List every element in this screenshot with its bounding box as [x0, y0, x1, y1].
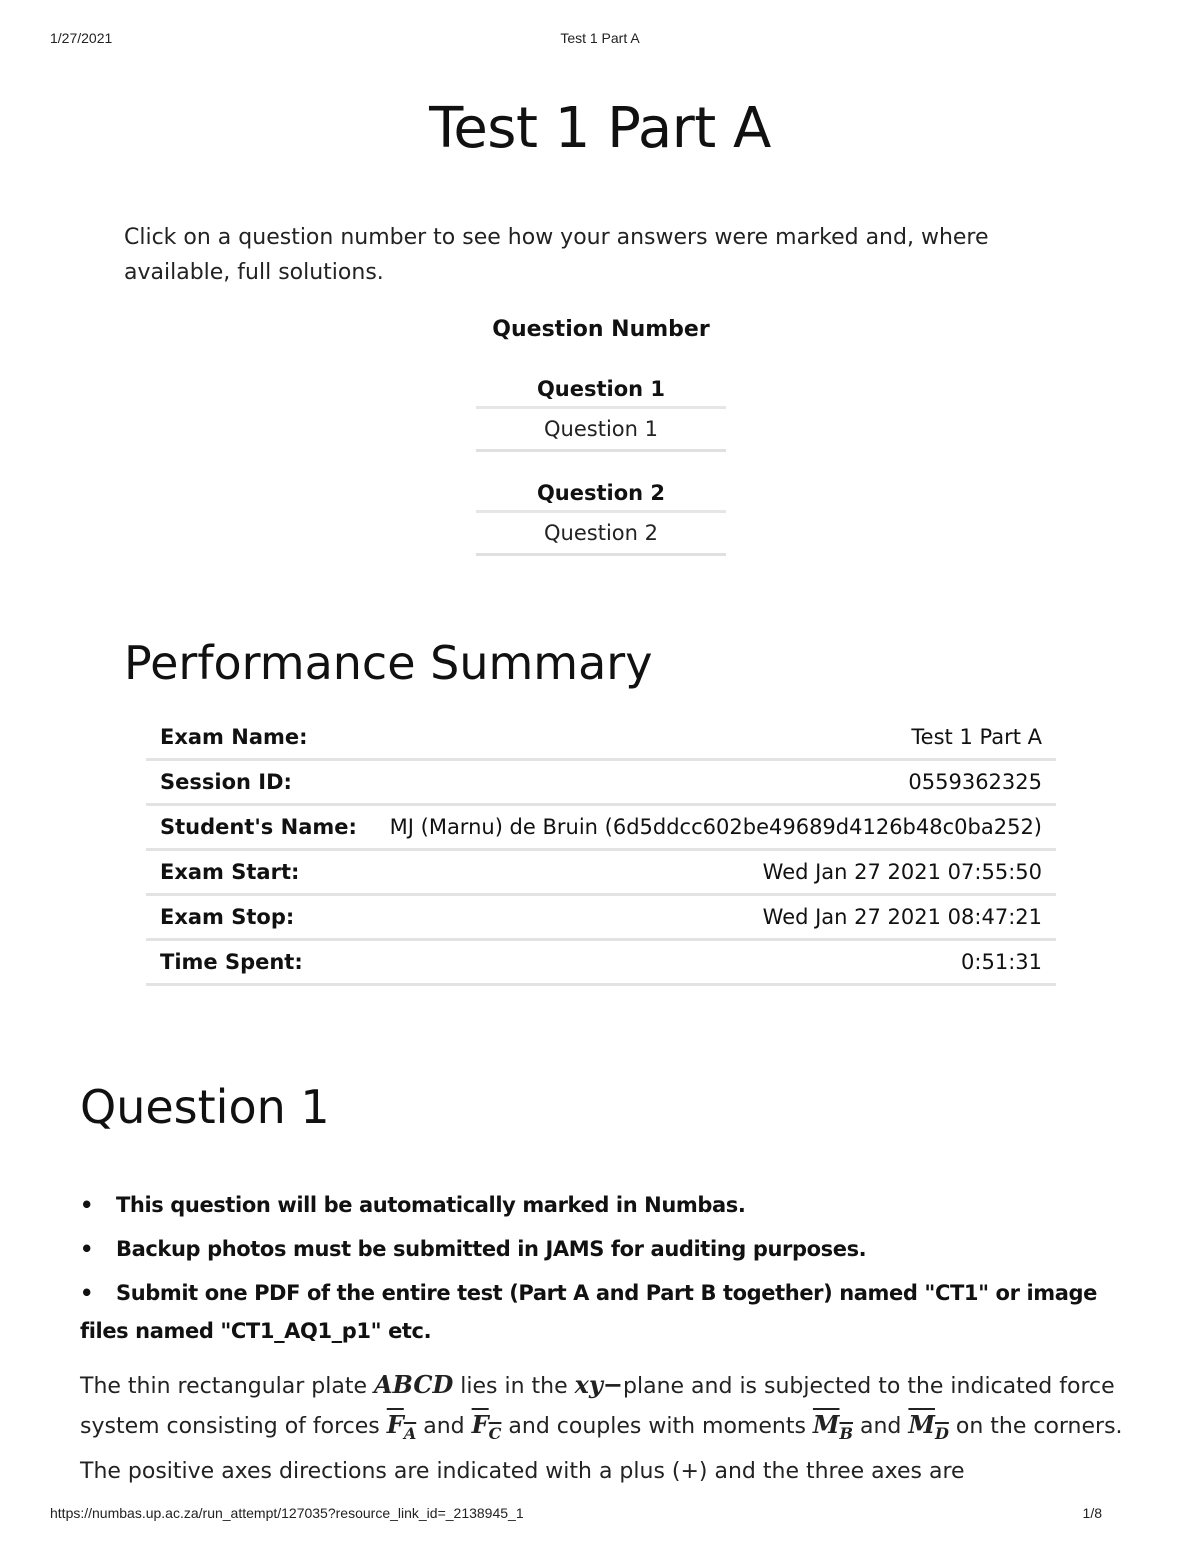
print-footer [50, 1505, 1150, 1525]
summary-value: 0:51:31 [371, 940, 1056, 985]
question-nav [476, 312, 726, 556]
summary-label: Exam Name: [146, 716, 371, 760]
bullet-icon: • [80, 1193, 94, 1217]
math-plus: + [680, 1458, 699, 1484]
print-header [50, 30, 1150, 50]
performance-summary-title: Performance Summary [124, 636, 653, 690]
summary-row-session-id [146, 760, 1056, 805]
bullet-icon: • [80, 1281, 94, 1305]
math-symbol: F [386, 1410, 404, 1439]
question-1-link[interactable]: Question 1 [476, 409, 726, 452]
math-subscript: D [934, 1423, 949, 1443]
math-symbol: M [812, 1410, 840, 1439]
summary-value: Wed Jan 27 2021 08:47:21 [371, 895, 1056, 940]
page-title: Test 1 Part A [429, 96, 771, 161]
question-1-title: Question 1 [80, 1080, 330, 1134]
note-text: Submit one PDF of the entire test (Part A and Part B together) named "CT1" or image files named "CT1_AQ1_p1" etc. [80, 1281, 1097, 1343]
question-nav-title: Question Number [492, 317, 710, 342]
print-date: 1/27/2021 [50, 30, 113, 46]
question-group-heading: Question 2 [476, 478, 726, 513]
note-item [80, 1186, 1120, 1224]
summary-value: MJ (Marnu) de Bruin (6d5ddcc602be49689d4126b48c0ba252) [371, 805, 1056, 850]
body-text-run: and [416, 1414, 472, 1439]
question-1-notes [80, 1186, 1120, 1356]
print-page-number: 1/8 [1082, 1505, 1102, 1521]
summary-row-time-spent [146, 940, 1056, 985]
math-moment-md [908, 1410, 949, 1443]
note-item [80, 1274, 1120, 1350]
question-group-1 [476, 374, 726, 452]
math-plate-abcd: ABCD [374, 1370, 454, 1399]
body-text-run: on the corners. The positive axes directions are indicated with a plus ( [80, 1414, 1123, 1484]
note-text: This question will be automatically marked in Numbas. [116, 1193, 746, 1217]
question-group-2 [476, 478, 726, 556]
summary-row-exam-stop [146, 895, 1056, 940]
summary-label: Exam Stop: [146, 895, 371, 940]
math-force-fc [471, 1410, 502, 1443]
math-subscript: C [488, 1423, 502, 1443]
note-item [80, 1230, 1120, 1268]
question-2-link[interactable]: Question 2 [476, 513, 726, 556]
body-text-run: plane and is subjected to the indicated force system consisting of forces [80, 1374, 1115, 1439]
math-force-fa [386, 1410, 417, 1443]
math-subscript: B [839, 1423, 854, 1443]
body-text-run: The thin rectangular plate [80, 1374, 375, 1399]
body-text-run: and [853, 1414, 909, 1439]
summary-label: Session ID: [146, 760, 371, 805]
math-symbol: F [471, 1410, 489, 1439]
summary-value: Test 1 Part A [371, 716, 1056, 760]
body-text-run: ) and the three axes are [698, 1458, 965, 1484]
question-1-body [80, 1366, 1130, 1491]
bullet-icon: • [80, 1237, 94, 1261]
summary-value: Wed Jan 27 2021 07:55:50 [371, 850, 1056, 895]
body-text-run: and couples with moments [501, 1414, 813, 1439]
math-symbol: M [908, 1410, 935, 1439]
print-url: https://numbas.up.ac.za/run_attempt/127035?resource_link_id=_2138945_1 [50, 1505, 524, 1521]
body-text-run: lies in the [453, 1374, 575, 1399]
question-group-heading: Question 1 [476, 374, 726, 409]
intro-text: Click on a question number to see how your answers were marked and, where available, full solutions. [124, 225, 989, 285]
math-moment-mb [812, 1410, 854, 1443]
summary-row-exam-name [146, 716, 1056, 760]
math-xy-plane: xy− [574, 1370, 624, 1399]
print-title: Test 1 Part A [560, 30, 640, 46]
summary-label: Exam Start: [146, 850, 371, 895]
summary-label: Student's Name: [146, 805, 371, 850]
summary-value: 0559362325 [371, 760, 1056, 805]
note-text: Backup photos must be submitted in JAMS for auditing purposes. [116, 1237, 867, 1261]
summary-row-student-name [146, 805, 1056, 850]
summary-row-exam-start [146, 850, 1056, 895]
math-subscript: A [403, 1423, 417, 1443]
summary-label: Time Spent: [146, 940, 371, 985]
performance-summary-table [146, 716, 1056, 986]
